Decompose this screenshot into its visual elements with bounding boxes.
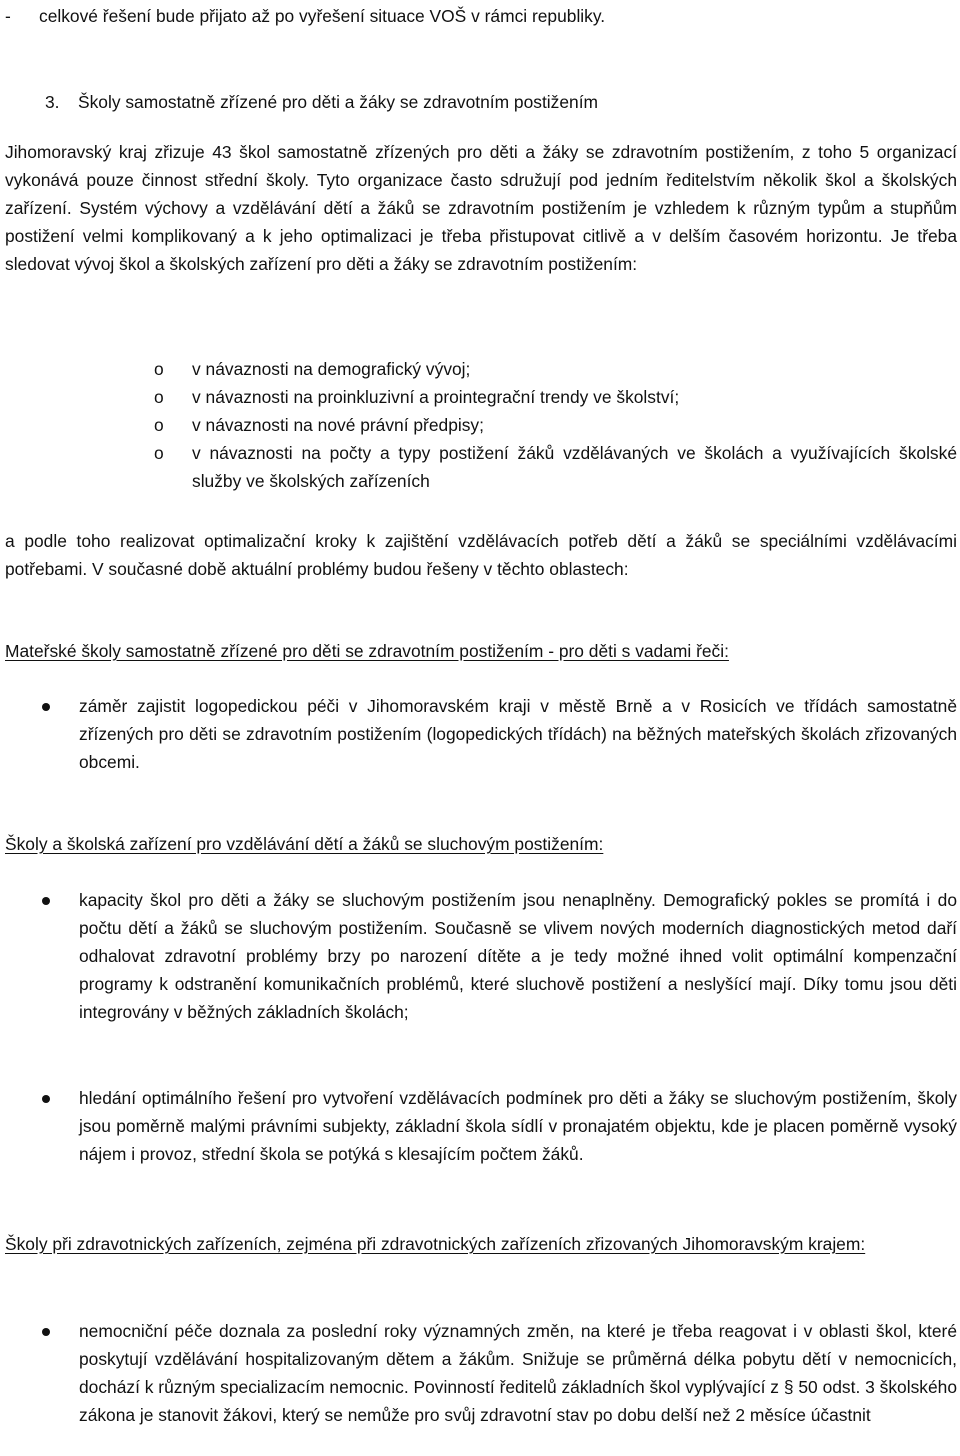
list-item: [5, 383, 957, 411]
list-item: [5, 1084, 957, 1168]
intro-text: celkové řešení bude přijato až po vyřešení situace VOŠ v rámci republiky.: [39, 6, 606, 26]
subheading-zdravotnicke: Školy při zdravotnických zařízeních, zejména při zdravotnických zařízeních zřizovaných Jihomoravským krajem:: [5, 1234, 866, 1254]
list-item-text: v návaznosti na nové právní předpisy;: [192, 415, 484, 435]
list-item: [5, 886, 957, 1026]
list-item: [5, 355, 957, 383]
list-item-text: v návaznosti na proinkluzivní a prointegrační trendy ve školství;: [192, 387, 680, 407]
o-bullet-mark: o: [154, 359, 164, 379]
bullet-dot: [42, 897, 50, 905]
bullet-dot: [42, 1095, 50, 1103]
list-item-text: hledání optimálního řešení pro vytvoření vzdělávacích podmínek pro děti a žáky se sluchovým postižením, školy jsou poměrně malými právními subjekty, základní škola sídlí v pronajatém objektu, kde je placen poměrně vysoký nájem i provoz, střední škola se potýká s klesajícím počtem žáků.: [79, 1088, 957, 1164]
list-item-text: nemocniční péče doznala za poslední roky významných změn, na které je třeba reagovat i v oblasti škol, které poskytují vzdělávání hospitalizovaným dětem a žákům. Snižuje se průměrná délka pobytu dětí v nemocnicích, dochází k různým specializacím nemocnic. Povinností ředitelů základních škol vyplývající z § 50 odst. 3 školského zákona je stanovit žákovi, který se nemůže pro svůj zdravotní stav po dobu delší než 2 měsíce účastnit: [79, 1321, 957, 1425]
section-heading: [45, 88, 598, 116]
subheading-materske: Mateřské školy samostatně zřízené pro děti se zdravotním postižením - pro děti s vadami řeči:: [5, 641, 729, 661]
bullet-list-sluchove-2: [5, 1084, 957, 1168]
bullet-list-zdravotnicke: [5, 1317, 957, 1429]
bullet-list-sluchove: [5, 886, 957, 1026]
list-item-text: záměr zajistit logopedickou péči v Jihomoravském kraji v městě Brně a v Rosicích ve třídách samostatně zřízených pro děti se zdravotním postižením (logopedických třídách) na běžných mateřských školách zřizovaných obcemi.: [79, 696, 957, 772]
list-item-text: v návaznosti na demografický vývoj;: [192, 359, 471, 379]
list-item: [5, 692, 957, 776]
section-number: 3.: [45, 92, 60, 112]
list-item-text: kapacity škol pro děti a žáky se sluchovým postižením jsou nenaplněny. Demografický pokles se promítá i do počtu dětí a žáků se sluchovým postižením. Současně se vlivem nových moderních diagnostických metod daří odhalovat zdravotní problémy brzy po narození dítěte a je tedy možné ihned volit optimální kompenzační programy k odstranění komunikačních problémů, které sluchově postižení a neslyšící mají. Díky tomu jsou děti integrovány v běžných základních školách;: [79, 890, 957, 1022]
bullet-dot: [42, 1328, 50, 1336]
section-title: Školy samostatně zřízené pro děti a žáky se zdravotním postižením: [78, 92, 599, 112]
o-bullet-mark: o: [154, 415, 164, 435]
list-item: [5, 411, 957, 439]
dash-mark: -: [5, 6, 11, 26]
after-list-paragraph: a podle toho realizovat optimalizační kroky k zajištění vzdělávacích potřeb dětí a žáků se speciálními vzdělávacími potřebami. V současné době aktuální problémy budou řešeny v těchto oblastech:: [5, 531, 957, 579]
list-item-text: v návaznosti na počty a typy postižení žáků vzdělávaných ve školách a využívajících školské služby ve školských zařízeních: [192, 443, 957, 491]
intro-line: [5, 2, 957, 30]
o-bullet-mark: o: [154, 443, 164, 463]
subheading-sluchove: Školy a školská zařízení pro vzdělávání dětí a žáků se sluchovým postižením:: [5, 834, 604, 854]
bullet-dot: [42, 703, 50, 711]
list-item: [5, 1317, 957, 1429]
o-bullet-list: [5, 355, 957, 495]
section-paragraph: Jihomoravský kraj zřizuje 43 škol samostatně zřízených pro děti a žáky se zdravotním postižením, z toho 5 organizací vykonává pouze činnost střední školy. Tyto organizace často sdružují pod jedním ředitelstvím několik škol a školských zařízení. Systém výchovy a vzdělávání dětí a žáků se zdravotním postižením je vzhledem k různým typům a stupňům postižení velmi komplikovaný a k jeho optimalizaci je třeba přistupovat citlivě a v delším časovém horizontu. Je třeba sledovat vývoj škol a školských zařízení pro děti a žáky se zdravotním postižením:: [5, 142, 957, 274]
list-item: [5, 439, 957, 495]
o-bullet-mark: o: [154, 387, 164, 407]
bullet-list-materske: [5, 692, 957, 776]
